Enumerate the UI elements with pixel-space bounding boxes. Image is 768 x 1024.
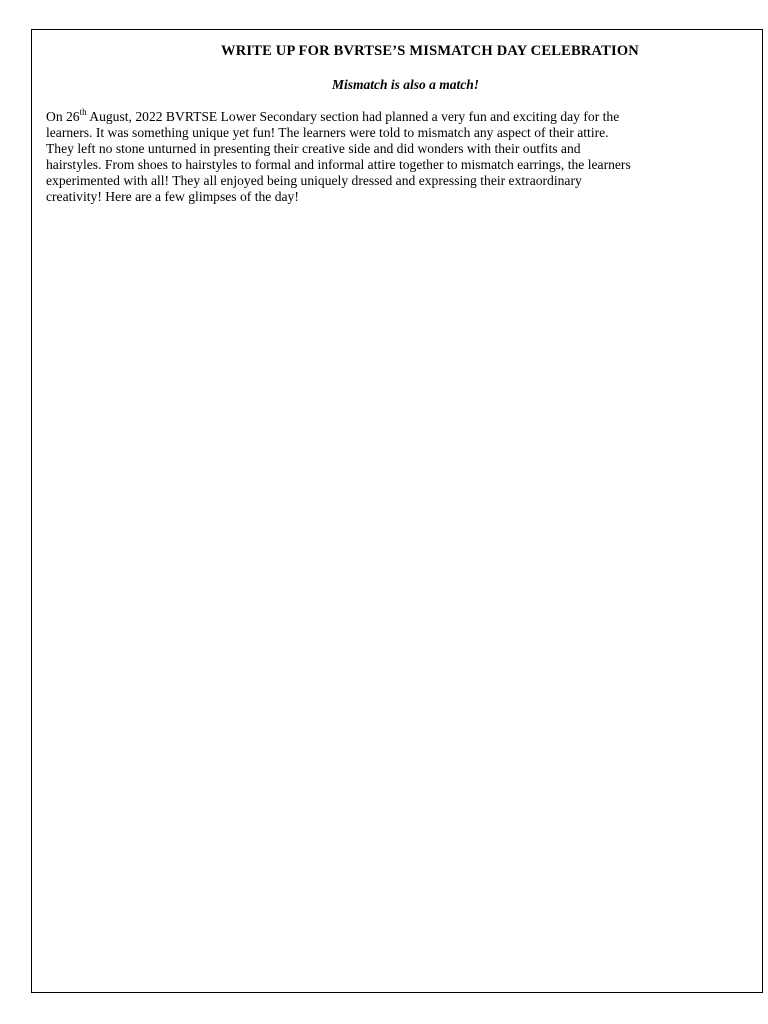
paragraph-line-1 [46, 109, 726, 125]
document-title: WRITE UP FOR BVRTSE’S MISMATCH DAY CELEBRATION [221, 43, 639, 59]
line1-prefix: On 26 [46, 109, 80, 124]
paragraph-line-4: hairstyles. From shoes to hairstyles to formal and informal attire together to mismatch earrings, the learners [46, 157, 631, 173]
paragraph-line-5: experimented with all! They all enjoyed being uniquely dressed and expressing their extraordinary [46, 173, 582, 189]
paragraph-line-6: creativity! Here are a few glimpses of the day! [46, 189, 299, 205]
document-subtitle: Mismatch is also a match! [331, 77, 480, 92]
ordinal-superscript: th [79, 107, 87, 117]
paragraph-line-2: learners. It was something unique yet fun! The learners were told to mismatch any aspect of their attire. [46, 125, 609, 141]
paragraph-line-3: They left no stone unturned in presenting their creative side and did wonders with their outfits and [46, 141, 581, 157]
line1-suffix: August, 2022 BVRTSE Lower Secondary section had planned a very fun and exciting day for the [86, 109, 620, 124]
body-paragraph [46, 109, 726, 206]
